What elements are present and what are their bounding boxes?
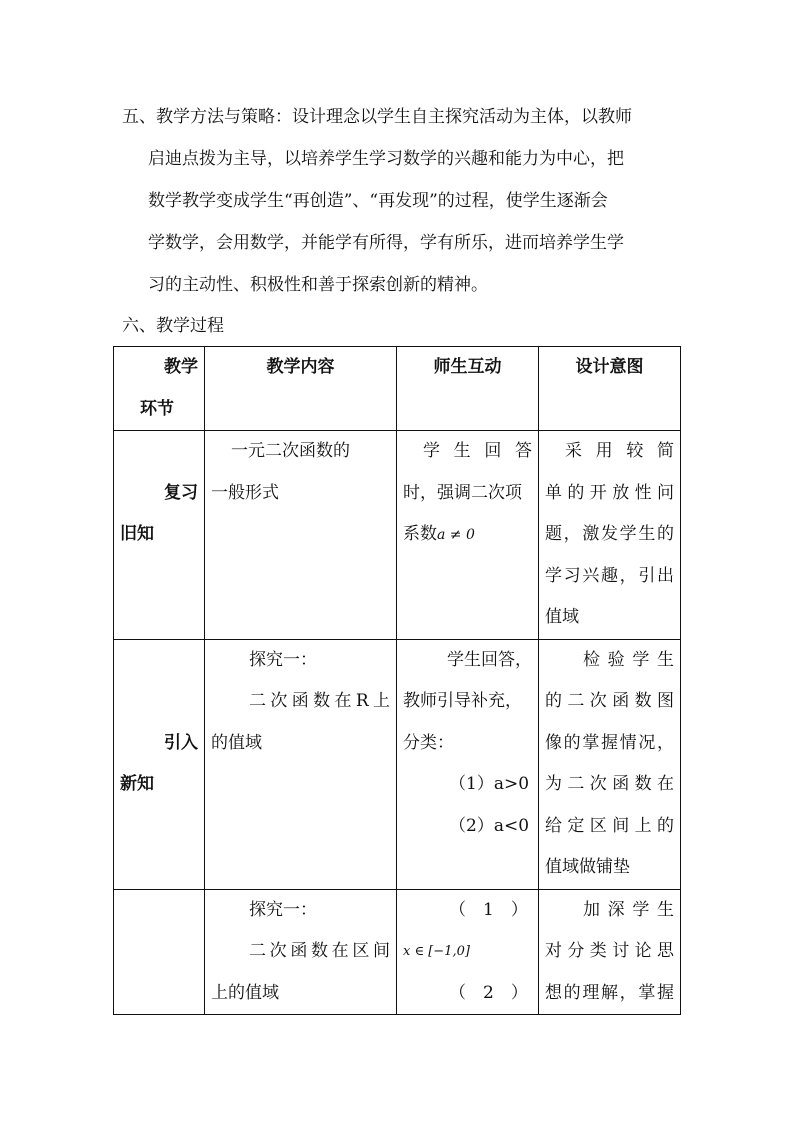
table-row [114, 639, 681, 889]
intent-line: 值域 [545, 607, 579, 627]
header-stage-line: 环节 [140, 398, 174, 419]
content-cell [205, 639, 397, 889]
header-interaction-label: 师生互动 [433, 357, 502, 377]
interaction-line: 学生回答， [447, 649, 532, 670]
content-line: 上的值域 [211, 982, 279, 1003]
interaction-line: （2）a<0 [449, 815, 530, 836]
interaction-line: （ 2 ） [449, 982, 528, 1003]
table-row [114, 431, 681, 640]
paragraph-line: 学数学，会用数学，并能学有所得，学有所乐，进而培养学生学 [148, 233, 624, 253]
intent-line: 采用较简 [565, 441, 674, 461]
stage-cell [114, 639, 205, 889]
interval-formula: x ∈ [−1,0] [403, 944, 470, 959]
table-row [114, 889, 681, 1015]
teaching-process-table [113, 346, 681, 1015]
intent-line: 的二次函数图 [545, 691, 674, 711]
interaction-line: 分类： [403, 732, 454, 753]
intent-line: 为二次函数在 [545, 774, 674, 794]
paragraph-line: 数学教学变成学生“再创造”、“再发现”的过程，使学生逐渐会 [148, 191, 608, 211]
interaction-cell [397, 431, 539, 640]
coefficient-formula: a ≠ 0 [437, 527, 475, 543]
stage-label: 引入 [164, 732, 198, 753]
table-header-row [114, 347, 681, 431]
header-stage-line: 教学 [164, 357, 198, 377]
content-line: 探究一： [249, 899, 317, 920]
intent-line: 检验学生 [583, 649, 674, 670]
header-content-label: 教学内容 [266, 357, 335, 377]
intent-cell [539, 889, 681, 1015]
content-line: 探究一： [249, 649, 317, 670]
intent-cell [539, 639, 681, 889]
intent-line: 像的掌握情况， [545, 732, 674, 753]
intent-line: 想的理解，掌握 [545, 982, 674, 1003]
stage-label: 复习 [164, 482, 198, 503]
section-6-title: 六、教学过程 [122, 316, 224, 336]
intent-cell [539, 431, 681, 640]
content-line: 的值域 [211, 732, 262, 753]
header-stage [114, 347, 205, 431]
interaction-line: 学生回答 [423, 441, 532, 461]
stage-cell [114, 431, 205, 640]
interaction-line: 时，强调二次项 [403, 482, 522, 503]
header-interaction [397, 347, 539, 431]
intent-line: 对分类讨论思 [545, 941, 674, 961]
content-cell [205, 889, 397, 1015]
intent-line: 值域做铺垫 [545, 857, 630, 877]
content-line: 一般形式 [211, 482, 279, 503]
interaction-line: 教师引导补充， [403, 691, 522, 711]
intent-line: 加深学生 [583, 899, 674, 920]
intent-line: 给定区间上的 [545, 815, 674, 836]
paragraph-line: 启迪点拨为主导，以培养学生学习数学的兴趣和能力为中心，把 [148, 149, 624, 169]
content-line: 一元二次函数的 [231, 441, 350, 461]
stage-label: 新知 [120, 774, 154, 794]
interaction-text: 系数 [403, 524, 437, 544]
content-line: 二次函数在区间 [249, 941, 390, 961]
interaction-line: （1）a>0 [449, 774, 530, 794]
content-cell [205, 431, 397, 640]
interaction-line: （ 1 ） [449, 899, 528, 920]
paragraph-line: 五、教学方法与策略：设计理念以学生自主探究活动为主体，以教师 [122, 107, 632, 127]
content-line: 二次函数在R上 [249, 691, 390, 711]
stage-label: 旧知 [120, 524, 154, 544]
stage-cell [114, 889, 205, 1015]
interaction-cell [397, 889, 539, 1015]
header-intent-label: 设计意图 [575, 357, 644, 377]
header-intent [539, 347, 681, 431]
interaction-line [403, 514, 532, 557]
intent-line: 单的开放性问 [545, 482, 674, 503]
intent-line: 题，激发学生的 [545, 524, 674, 544]
header-content [205, 347, 397, 431]
intent-line: 学习兴趣，引出 [545, 565, 674, 586]
section-5-paragraph [122, 96, 682, 306]
interaction-cell [397, 639, 539, 889]
paragraph-line: 习的主动性、积极性和善于探索创新的精神。 [148, 275, 488, 295]
